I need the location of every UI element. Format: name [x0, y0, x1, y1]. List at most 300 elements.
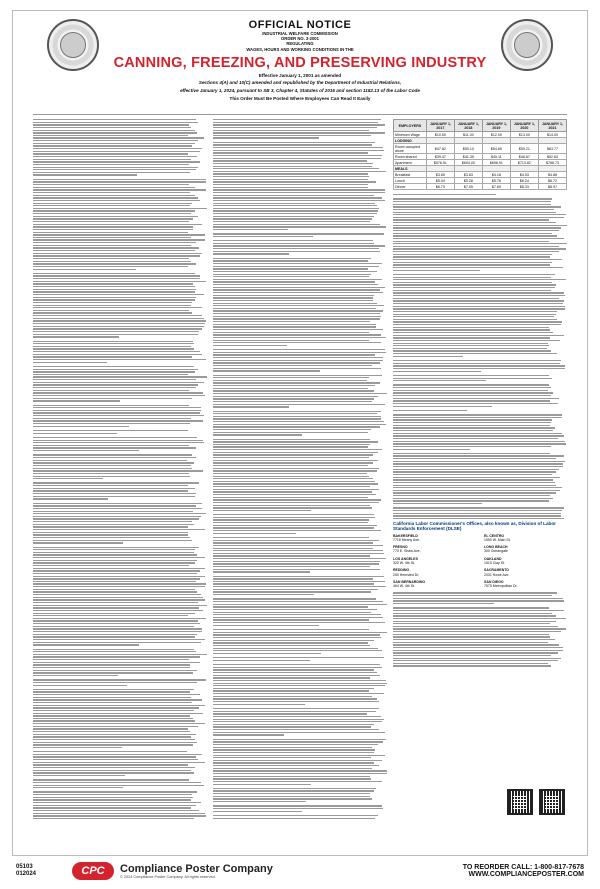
- poster: [12, 10, 588, 856]
- fine-print-line: [33, 654, 207, 655]
- fine-print-line: [33, 369, 198, 370]
- fine-print-line: [393, 332, 553, 333]
- fine-print-line: [33, 245, 191, 246]
- table-cell: $658.91: [482, 160, 510, 166]
- fine-print-line: [213, 289, 380, 290]
- fine-print-line: [213, 404, 385, 405]
- fine-print-line: [213, 708, 379, 709]
- fine-print-line: [33, 562, 195, 563]
- fine-print-line: [33, 599, 205, 600]
- fine-print-line: [393, 206, 561, 207]
- fine-print-line: [33, 169, 196, 170]
- fine-print-line: [393, 251, 559, 252]
- fine-print-line: [33, 508, 202, 509]
- table-cell: $576.51: [426, 160, 454, 166]
- fine-print-line: [33, 478, 103, 479]
- fine-print-line: [33, 167, 198, 168]
- fine-print-line: [393, 335, 564, 336]
- fine-print-line: [393, 201, 551, 202]
- fine-print-line: [213, 465, 368, 466]
- fine-print-line: [213, 122, 378, 123]
- fine-print-line: [33, 482, 199, 483]
- fine-print-line: [213, 525, 377, 526]
- state-seal-right: [501, 19, 553, 71]
- fine-print-line: [393, 365, 565, 366]
- fine-print-line: [213, 739, 386, 740]
- fine-print-line: [213, 184, 368, 185]
- column-3: [393, 119, 567, 819]
- fine-print-line: [33, 359, 206, 360]
- fine-print-line: [33, 496, 195, 497]
- fine-print-line: [393, 458, 556, 459]
- fine-print-line: [393, 490, 560, 491]
- office-city: OAKLAND: [484, 556, 502, 561]
- fine-print-line: [393, 510, 562, 511]
- fine-print-line: [33, 130, 195, 131]
- fine-print-line: [33, 261, 191, 262]
- fine-print-line: [33, 187, 195, 188]
- fine-print-line: [213, 481, 375, 482]
- fine-print-line: [393, 400, 550, 401]
- fine-print-line: [393, 390, 548, 391]
- office-address: 2031 Howe Ave.: [484, 572, 510, 577]
- fine-print-line: [33, 664, 190, 665]
- fine-print-line: [393, 634, 549, 635]
- fine-print-line: [393, 406, 492, 407]
- fine-print-line: [213, 253, 289, 254]
- fine-print-line: [33, 699, 202, 700]
- table-row-label: Dinner: [394, 184, 427, 190]
- fine-print-line: [393, 515, 561, 516]
- fine-print-line: [33, 247, 199, 248]
- fine-print-line: [33, 723, 205, 724]
- fine-print-line: [213, 499, 381, 500]
- fine-print-line: [213, 251, 380, 252]
- table-cell: $6.73: [426, 184, 454, 190]
- fine-print-line: [33, 568, 205, 569]
- fine-print-line: [213, 179, 368, 180]
- fine-print-line: [213, 176, 369, 177]
- fine-print-line: [33, 797, 193, 798]
- fine-print-line: [393, 300, 564, 301]
- fine-print-line: [33, 602, 198, 603]
- fine-print-line: [213, 226, 386, 227]
- fine-print-line: [213, 732, 385, 733]
- fine-print-line: [33, 437, 197, 438]
- table-row-label: Apartment: [394, 160, 427, 166]
- fine-print-line: [393, 631, 561, 632]
- column-2: [213, 119, 387, 819]
- fine-print-line: [33, 307, 202, 308]
- fine-print-line: [393, 329, 550, 330]
- fine-print-line: [33, 281, 206, 282]
- fine-print-line: [33, 315, 202, 316]
- fine-print-line: [33, 779, 189, 780]
- fine-print-line: [33, 734, 196, 735]
- fine-print-line: [33, 143, 195, 144]
- fine-print-line: [393, 592, 557, 593]
- fine-print-line: [213, 398, 374, 399]
- fine-print-line: [33, 278, 200, 279]
- fine-print-line: [213, 342, 381, 343]
- table-row-label: Room occupied alone: [394, 144, 427, 154]
- fine-print-line: [33, 286, 195, 287]
- fine-print-line: [393, 628, 566, 629]
- fine-print-line: [213, 502, 379, 503]
- fine-print-line: [33, 578, 200, 579]
- fine-print-line: [33, 156, 197, 157]
- fine-print-line: [213, 650, 382, 651]
- table-row-label: LODGING: [394, 138, 427, 144]
- fine-print-line: [33, 145, 192, 146]
- fine-print-line: [33, 258, 189, 259]
- table-row: [394, 184, 567, 190]
- fine-print-line: [213, 640, 374, 641]
- fine-print-line: [393, 513, 561, 514]
- fine-print-line: [33, 415, 204, 416]
- fine-print-line: [33, 334, 198, 335]
- fine-print-line: [33, 810, 199, 811]
- fine-print-line: [33, 299, 195, 300]
- fine-print-line: [213, 594, 314, 595]
- fine-print-line: [33, 534, 188, 535]
- fine-print-line: [213, 171, 386, 172]
- table-cell: $14.00: [538, 132, 566, 138]
- fine-print-line: [213, 672, 377, 673]
- fine-print-line: [393, 212, 556, 213]
- fine-print-line: [33, 343, 194, 344]
- fine-print-line: [213, 181, 376, 182]
- fine-print-line: [393, 427, 555, 428]
- table-cell: $54.65: [482, 144, 510, 154]
- fine-print-line: [33, 275, 200, 276]
- fine-print-line: [213, 345, 287, 346]
- table-cell: $59.21: [510, 144, 538, 154]
- fine-print-line: [213, 729, 379, 730]
- fine-print-line: [393, 644, 559, 645]
- fine-print-line: [213, 429, 371, 430]
- fine-print-line: [213, 734, 284, 735]
- fine-print-line: [33, 426, 129, 427]
- offices-list: [393, 534, 567, 589]
- fine-print-line: [213, 452, 378, 453]
- fine-print-line: [213, 778, 371, 779]
- fine-print-line: [33, 371, 195, 372]
- fine-print-line: [393, 518, 564, 519]
- fine-print-line: [393, 378, 552, 379]
- fine-print-line: [393, 345, 549, 346]
- fine-print-line: [33, 420, 203, 421]
- reorder-website: WWW.COMPLIANCEPOSTER.COM: [468, 871, 584, 878]
- fine-print-line: [213, 189, 385, 190]
- fine-print-line: [33, 291, 195, 292]
- fine-print-line: [393, 337, 550, 338]
- fine-print-line: [33, 731, 190, 732]
- offices-heading: California Labor Commissioner's Offices, also known as, Division of Labor Standards Enforcement (DLSE): [393, 520, 556, 531]
- fine-print-line: [213, 473, 367, 474]
- fine-print-line: [33, 754, 202, 755]
- office-city: SAN DIEGO: [484, 579, 504, 584]
- fine-print-line: [33, 756, 196, 757]
- fine-print-line: [393, 254, 552, 255]
- fine-print-line: [33, 642, 201, 643]
- fine-print-line: [393, 422, 551, 423]
- fine-print-line: [393, 227, 561, 228]
- fine-print-line: [213, 680, 386, 681]
- fine-print-line: [213, 274, 371, 275]
- fine-print-line: [33, 787, 123, 788]
- table-cell: $4.18: [482, 172, 510, 178]
- fine-print-line: [393, 455, 564, 456]
- fine-print-line: [393, 235, 557, 236]
- fine-print-line: [33, 326, 204, 327]
- fine-print-line: [213, 192, 385, 193]
- fine-print-line: [33, 250, 195, 251]
- table-cell: $4.88: [538, 172, 566, 178]
- fine-print-line: [213, 470, 377, 471]
- table-cell: $6.24: [510, 178, 538, 184]
- fine-print-line: [213, 801, 306, 802]
- fine-print-line: [213, 266, 379, 267]
- fine-print-line: [213, 303, 377, 304]
- fine-print-line: [33, 269, 136, 270]
- fine-print-line: [33, 634, 197, 635]
- fine-print-line: [33, 488, 195, 489]
- fine-print-line: [393, 311, 557, 312]
- poster-header: [113, 19, 487, 101]
- fine-print-line: [393, 241, 549, 242]
- fine-print-line: [393, 610, 564, 611]
- fine-print-line: [213, 390, 374, 391]
- fine-print-line: [213, 645, 370, 646]
- fine-print-line: [213, 150, 384, 151]
- regulating-label: REGULATING: [286, 41, 314, 47]
- fine-print-line: [393, 663, 548, 664]
- fine-print-line: [393, 498, 553, 499]
- fine-print-line: [213, 271, 377, 272]
- fine-print-line: [33, 718, 193, 719]
- fine-print-line: [213, 667, 382, 668]
- fine-print-line: [33, 586, 205, 587]
- fine-print-line: [213, 258, 371, 259]
- fine-print-line: [33, 395, 205, 396]
- fine-print-line: [33, 405, 189, 406]
- fine-print-line: [213, 332, 369, 333]
- fine-print-line: [213, 527, 374, 528]
- fine-print-line: [213, 316, 381, 317]
- table-cell: $41.35: [454, 154, 482, 160]
- table-header-cell: JANUARY 1, 2021: [538, 120, 566, 132]
- fine-print-line: [213, 426, 380, 427]
- fine-print-line: [33, 651, 196, 652]
- fine-print-line: [33, 751, 187, 752]
- fine-print-line: [213, 612, 371, 613]
- fine-print-line: [213, 393, 387, 394]
- fine-print-line: [213, 598, 376, 599]
- fine-print-line: [33, 418, 191, 419]
- table-header-cell: JANUARY 1, 2017: [426, 120, 454, 132]
- table-row-label: MEALS: [394, 166, 427, 172]
- fine-print-line: [393, 441, 565, 442]
- fine-print-line: [33, 762, 205, 763]
- fine-print-line: [213, 581, 385, 582]
- fine-print-line: [33, 266, 188, 267]
- table-cell: $5.76: [482, 178, 510, 184]
- fine-print-line: [213, 537, 369, 538]
- fine-print-line: [33, 470, 203, 471]
- fine-print-line: [213, 380, 367, 381]
- fine-print-line: [213, 755, 385, 756]
- fine-print-line: [33, 348, 194, 349]
- fine-print-line: [213, 236, 313, 237]
- office-city: SAN BERNARDINO: [393, 579, 426, 584]
- fine-print-line: [33, 791, 197, 792]
- industry-title: CANNING, FREEZING, AND PRESERVING INDUSTRY: [113, 54, 487, 71]
- table-cell: $50.10: [454, 144, 482, 154]
- fine-print-line: [213, 349, 385, 350]
- office-city: BAKERSFIELD: [393, 533, 418, 538]
- fine-print-line: [33, 785, 204, 786]
- fine-print-line: [393, 639, 555, 640]
- fine-print-line: [33, 320, 206, 321]
- fine-print-line: [213, 137, 319, 138]
- fine-print-line: [393, 295, 565, 296]
- fine-print-line: [33, 164, 189, 165]
- fine-print-line: [393, 371, 481, 372]
- fine-print-line: [33, 636, 195, 637]
- fine-print-line: [213, 669, 374, 670]
- fine-print-line: [213, 483, 378, 484]
- cpc-logo: CPC: [72, 862, 114, 880]
- fine-print-line: [213, 614, 381, 615]
- state-seal-left: [47, 19, 99, 71]
- office-address: 1550 W. Main St.: [484, 537, 511, 542]
- fine-print-line: [393, 403, 558, 404]
- fine-print-line: [213, 300, 373, 301]
- fine-print-line: [213, 375, 382, 376]
- fine-print-line: [33, 412, 200, 413]
- fine-print-line: [213, 711, 376, 712]
- fine-print-line: [33, 540, 192, 541]
- fine-print-line: [213, 601, 383, 602]
- fine-print-line: [213, 462, 373, 463]
- fine-print-line: [33, 554, 197, 555]
- fine-print-line: [33, 802, 201, 803]
- fine-print-line: [213, 324, 376, 325]
- fine-print-line: [213, 550, 383, 551]
- fine-print-line: [33, 615, 188, 616]
- fine-print-line: [213, 421, 384, 422]
- office-entry: [484, 545, 567, 554]
- fine-print-line: [213, 243, 374, 244]
- fine-print-line: [33, 203, 192, 204]
- fine-print-line: [393, 314, 556, 315]
- fine-print-line: [33, 713, 203, 714]
- fine-print-line: [393, 267, 563, 268]
- fine-print-line: [33, 767, 195, 768]
- fine-print-line: [393, 230, 559, 231]
- amendment-line-1: Sections 4(A) and 10(C) amended and republished by the Department of Industrial Relations,: [198, 80, 402, 86]
- table-cell: $13.00: [510, 132, 538, 138]
- fine-print-line: [33, 815, 206, 816]
- effective-date: Effective January 1, 2001 as amended: [258, 72, 342, 78]
- fine-print-line: [33, 242, 196, 243]
- fine-print-line: [393, 194, 496, 195]
- fine-print-line: [33, 390, 189, 391]
- fine-print-line: [393, 384, 549, 385]
- fine-print-line: [33, 759, 198, 760]
- fine-print-line: [393, 487, 562, 488]
- fine-print-line: [33, 670, 197, 671]
- fine-print-line: [393, 600, 564, 601]
- fine-print-line: [393, 482, 555, 483]
- fine-print-line: [213, 411, 381, 412]
- header-divider: [33, 114, 567, 115]
- fine-print-line: [33, 581, 196, 582]
- fine-print-line: [33, 813, 205, 814]
- fine-print-line: [393, 395, 551, 396]
- office-entry: [484, 557, 567, 566]
- fine-print-line: [393, 642, 548, 643]
- fine-print-line: [393, 225, 567, 226]
- fine-print-line: [213, 693, 384, 694]
- fine-print-line: [33, 490, 188, 491]
- fine-print-line: [393, 321, 562, 322]
- fine-print-line: [213, 144, 372, 145]
- reorder-block: [463, 864, 588, 878]
- fine-print-line: [33, 312, 192, 313]
- fine-print-line: [33, 384, 198, 385]
- fine-print-line: [213, 522, 368, 523]
- fine-print-line: [393, 319, 557, 320]
- fine-print-line: [33, 805, 196, 806]
- fine-print-line: [213, 604, 387, 605]
- fine-print-line: [213, 530, 381, 531]
- fine-print-line: [33, 255, 200, 256]
- fine-print-line: [213, 790, 374, 791]
- fine-print-line: [33, 739, 195, 740]
- fine-print-line: [213, 295, 374, 296]
- fine-print-line: [213, 569, 380, 570]
- fine-print-line: [213, 713, 367, 714]
- fine-print-line: [33, 679, 206, 680]
- fine-print-line: [213, 166, 372, 167]
- fine-print-line: [33, 331, 199, 332]
- fine-print-line: [213, 287, 385, 288]
- office-city: FRESNO: [393, 545, 408, 550]
- fine-print-line: [393, 495, 550, 496]
- fine-print-line: [33, 594, 201, 595]
- fine-print-line: [213, 382, 380, 383]
- fine-print-line: [393, 623, 550, 624]
- table-cell: $52.63: [538, 154, 566, 160]
- fine-print-line: [213, 233, 384, 234]
- fine-print-line: [213, 486, 370, 487]
- fine-print-line: [393, 270, 480, 271]
- fine-print-line: [33, 547, 199, 548]
- fine-print-line: [33, 208, 207, 209]
- fine-print-line: [393, 308, 565, 309]
- qr-code-icon: [507, 789, 533, 815]
- fine-print-line: [33, 498, 108, 499]
- fine-print-line: [33, 485, 188, 486]
- fine-print-line: [213, 629, 369, 630]
- fine-print-line: [33, 549, 195, 550]
- fine-print-line: [213, 240, 373, 241]
- fine-print-line: [213, 248, 379, 249]
- product-code: 05103: [16, 864, 33, 870]
- fine-print-line: [213, 163, 373, 164]
